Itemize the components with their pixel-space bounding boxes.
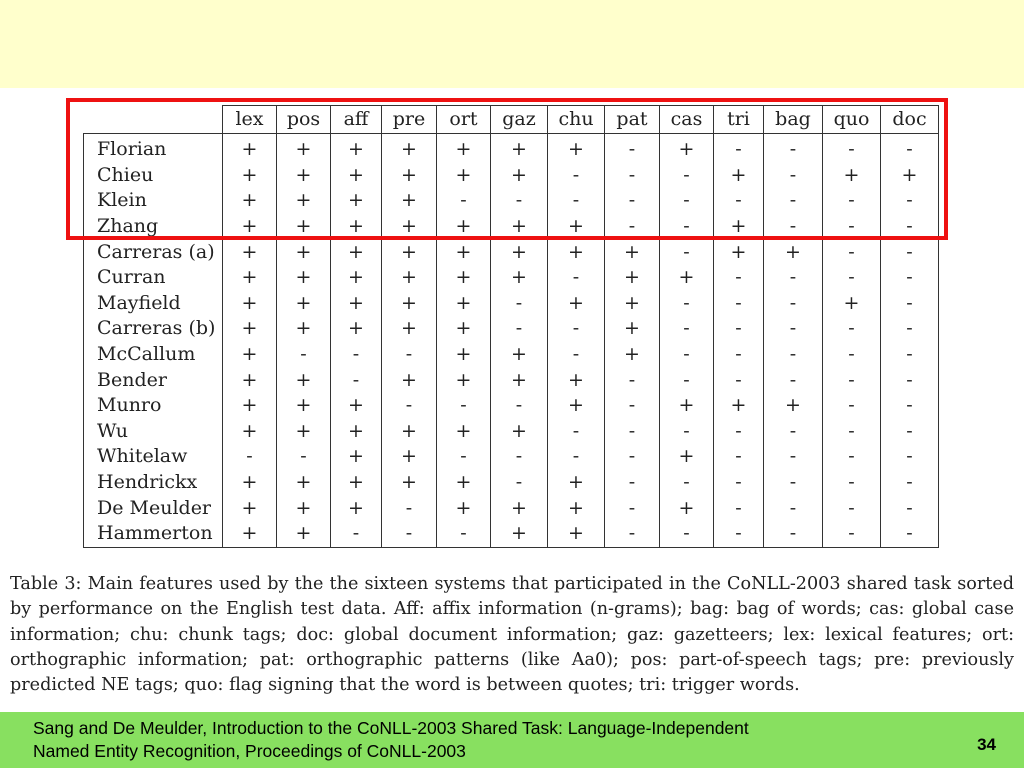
column-header: pre (382, 106, 437, 134)
system-name: Carreras (a) (84, 239, 223, 265)
feature-cell: + (491, 134, 548, 163)
table-row (84, 265, 939, 291)
column-header: ort (437, 106, 491, 134)
feature-cell: + (382, 291, 437, 317)
feature-cell: + (823, 163, 881, 189)
system-name: Curran (84, 265, 223, 291)
feature-cell: - (548, 265, 605, 291)
feature-cell: + (223, 316, 277, 342)
feature-cell: - (277, 444, 331, 470)
feature-cell: + (437, 342, 491, 368)
table-caption: Table 3: Main features used by the the sixteen systems that participated in the CoNLL-2003 shared task sorted by performance on the English test data. Aff: affix information (n-grams); bag: bag of words; cas: global case information; chu: chunk tags; doc: global document information; gaz: gazetteers; lex: lexical features; ort: orthographic information; pat: orthographic patterns (like Aa0); pos: part-of-speech tags; pre: previously predicted NE tags; quo: flag signing that the word is between quotes; tri: trigger words. (10, 574, 1014, 696)
feature-cell: - (714, 367, 764, 393)
feature-cell: - (764, 163, 823, 189)
feature-cell: + (382, 214, 437, 240)
table-row (84, 393, 939, 419)
feature-cell: + (223, 163, 277, 189)
feature-cell: - (881, 265, 939, 291)
feature-cell: + (223, 342, 277, 368)
feature-cell: + (660, 495, 714, 521)
feature-cell: - (823, 419, 881, 445)
feature-cell: + (382, 265, 437, 291)
feature-cell: - (548, 342, 605, 368)
feature-cell: - (881, 419, 939, 445)
table-row (84, 367, 939, 393)
feature-cell: + (277, 393, 331, 419)
feature-cell: + (331, 444, 382, 470)
feature-cell: - (764, 214, 823, 240)
feature-cell: - (881, 214, 939, 240)
feature-cell: - (382, 393, 437, 419)
feature-cell: - (881, 342, 939, 368)
feature-cell: - (881, 393, 939, 419)
column-header: quo (823, 106, 881, 134)
feature-cell: + (277, 134, 331, 163)
feature-cell: - (764, 188, 823, 214)
page-number: 34 (977, 735, 996, 754)
feature-cell: + (491, 367, 548, 393)
feature-cell: + (382, 367, 437, 393)
feature-cell: + (491, 214, 548, 240)
system-name: McCallum (84, 342, 223, 368)
feature-cell: + (548, 393, 605, 419)
feature-cell: + (331, 265, 382, 291)
feature-cell: - (605, 134, 660, 163)
feature-cell: - (491, 291, 548, 317)
feature-cell: - (823, 521, 881, 547)
column-header: doc (881, 106, 939, 134)
feature-cell: + (660, 444, 714, 470)
feature-cell: - (382, 521, 437, 547)
feature-cell: + (491, 239, 548, 265)
feature-cell: - (605, 444, 660, 470)
feature-cell: - (764, 265, 823, 291)
feature-cell: - (382, 495, 437, 521)
table-row (84, 214, 939, 240)
feature-cell: - (764, 316, 823, 342)
table-body (84, 134, 939, 548)
feature-cell: - (764, 342, 823, 368)
feature-cell: + (331, 495, 382, 521)
feature-cell: + (437, 163, 491, 189)
feature-cell: + (605, 239, 660, 265)
feature-cell: + (277, 265, 331, 291)
feature-cell: - (823, 214, 881, 240)
feature-cell: + (223, 291, 277, 317)
table-header-row (84, 106, 939, 134)
feature-cell: + (660, 393, 714, 419)
feature-cell: + (437, 367, 491, 393)
feature-cell: + (382, 316, 437, 342)
feature-cell: + (491, 265, 548, 291)
citation-line-2: Named Entity Recognition, Proceedings of CoNLL-2003 (33, 741, 466, 761)
table-row (84, 316, 939, 342)
feature-cell: - (823, 134, 881, 163)
column-header: pat (605, 106, 660, 134)
feature-cell: + (331, 419, 382, 445)
feature-cell: + (764, 393, 823, 419)
feature-cell: + (491, 342, 548, 368)
footer-band (0, 712, 1024, 768)
system-name: Chieu (84, 163, 223, 189)
feature-cell: - (491, 470, 548, 496)
feature-cell: - (881, 134, 939, 163)
feature-cell: - (881, 291, 939, 317)
system-name: Mayfield (84, 291, 223, 317)
feature-cell: + (437, 470, 491, 496)
feature-cell: - (660, 470, 714, 496)
feature-cell: - (605, 495, 660, 521)
system-name: Hammerton (84, 521, 223, 547)
feature-cell: - (764, 134, 823, 163)
feature-cell: + (223, 134, 277, 163)
feature-cell: - (605, 521, 660, 547)
column-header: tri (714, 106, 764, 134)
feature-cell: + (382, 419, 437, 445)
system-name: Wu (84, 419, 223, 445)
feature-cell: - (437, 188, 491, 214)
feature-cell: + (764, 239, 823, 265)
feature-cell: + (660, 265, 714, 291)
system-name: Carreras (b) (84, 316, 223, 342)
feature-cell: - (764, 291, 823, 317)
system-name: Bender (84, 367, 223, 393)
feature-cell: - (881, 495, 939, 521)
feature-cell: + (605, 342, 660, 368)
feature-cell: + (714, 214, 764, 240)
feature-cell: + (223, 521, 277, 547)
feature-cell: + (548, 495, 605, 521)
feature-cell: + (714, 393, 764, 419)
feature-cell: - (660, 163, 714, 189)
feature-cell: + (277, 214, 331, 240)
feature-cell: + (277, 291, 331, 317)
feature-cell: + (548, 470, 605, 496)
feature-cell: + (382, 134, 437, 163)
feature-cell: - (764, 470, 823, 496)
feature-cell: - (714, 316, 764, 342)
feature-cell: - (714, 188, 764, 214)
feature-cell: + (548, 291, 605, 317)
feature-cell: + (331, 291, 382, 317)
feature-cell: - (491, 393, 548, 419)
feature-cell: - (823, 393, 881, 419)
system-name: Zhang (84, 214, 223, 240)
feature-cell: + (277, 163, 331, 189)
feature-cell: - (823, 444, 881, 470)
feature-cell: - (548, 444, 605, 470)
column-header: chu (548, 106, 605, 134)
feature-cell: - (548, 163, 605, 189)
feature-cell: + (223, 419, 277, 445)
feature-cell: - (437, 444, 491, 470)
feature-cell: - (764, 367, 823, 393)
feature-cell: + (331, 470, 382, 496)
feature-cell: + (331, 239, 382, 265)
feature-cell: - (660, 214, 714, 240)
feature-cell: - (660, 291, 714, 317)
feature-cell: + (331, 393, 382, 419)
feature-cell: - (660, 239, 714, 265)
feature-cell: - (605, 188, 660, 214)
feature-cell: + (437, 419, 491, 445)
table-row (84, 163, 939, 189)
feature-cell: - (714, 495, 764, 521)
feature-cell: + (437, 316, 491, 342)
feature-cell: + (605, 265, 660, 291)
feature-cell: + (277, 188, 331, 214)
feature-cell: + (277, 470, 331, 496)
table-row (84, 342, 939, 368)
feature-cell: - (605, 163, 660, 189)
feature-cell: - (605, 214, 660, 240)
system-name: Hendrickx (84, 470, 223, 496)
feature-cell: - (764, 495, 823, 521)
table-row (84, 521, 939, 547)
feature-cell: + (714, 239, 764, 265)
feature-cell: + (331, 188, 382, 214)
system-name: De Meulder (84, 495, 223, 521)
feature-cell: + (277, 495, 331, 521)
table-row (84, 495, 939, 521)
feature-cell: - (823, 342, 881, 368)
feature-cell: + (881, 163, 939, 189)
feature-cell: + (382, 188, 437, 214)
system-name: Munro (84, 393, 223, 419)
feature-cell: - (660, 367, 714, 393)
feature-cell: - (823, 470, 881, 496)
table-row (84, 188, 939, 214)
table-row (84, 419, 939, 445)
feature-cell: - (881, 316, 939, 342)
feature-cell: - (491, 188, 548, 214)
feature-cell: - (548, 188, 605, 214)
feature-cell: + (548, 239, 605, 265)
feature-cell: - (714, 265, 764, 291)
feature-cell: - (437, 393, 491, 419)
system-name: Klein (84, 188, 223, 214)
feature-cell: - (823, 495, 881, 521)
table-row (84, 470, 939, 496)
feature-cell: + (714, 163, 764, 189)
feature-cell: + (382, 239, 437, 265)
feature-cell: + (277, 367, 331, 393)
feature-cell: - (331, 342, 382, 368)
feature-cell: - (823, 265, 881, 291)
feature-cell: + (823, 291, 881, 317)
table-row (84, 291, 939, 317)
feature-cell: - (714, 470, 764, 496)
feature-cell: + (382, 444, 437, 470)
feature-cell: + (437, 214, 491, 240)
feature-cell: + (277, 316, 331, 342)
feature-cell: - (437, 521, 491, 547)
feature-cell: + (437, 265, 491, 291)
feature-cell: + (331, 316, 382, 342)
table-row (84, 134, 939, 163)
feature-cell: + (331, 134, 382, 163)
feature-cell: + (277, 419, 331, 445)
feature-cell: - (823, 367, 881, 393)
table-row (84, 239, 939, 265)
feature-cell: - (605, 367, 660, 393)
feature-cell: + (331, 214, 382, 240)
system-name: Florian (84, 134, 223, 163)
feature-cell: + (548, 134, 605, 163)
feature-cell: + (548, 367, 605, 393)
feature-cell: + (382, 163, 437, 189)
citation (33, 717, 749, 763)
feature-cell: + (223, 495, 277, 521)
feature-cell: + (223, 265, 277, 291)
feature-cell: + (277, 521, 331, 547)
feature-cell: - (491, 316, 548, 342)
feature-cell: - (714, 342, 764, 368)
column-header: gaz (491, 106, 548, 134)
feature-cell: - (823, 239, 881, 265)
feature-table (83, 105, 939, 548)
feature-cell: + (548, 214, 605, 240)
feature-cell: - (277, 342, 331, 368)
feature-cell: + (660, 134, 714, 163)
feature-cell: - (223, 444, 277, 470)
feature-cell: - (548, 316, 605, 342)
feature-cell: + (437, 291, 491, 317)
feature-cell: - (881, 444, 939, 470)
feature-cell: - (714, 444, 764, 470)
feature-cell: + (223, 367, 277, 393)
feature-cell: - (660, 188, 714, 214)
feature-cell: + (548, 521, 605, 547)
column-header: bag (764, 106, 823, 134)
feature-cell: - (764, 444, 823, 470)
feature-cell: + (491, 495, 548, 521)
feature-cell: - (660, 316, 714, 342)
feature-cell: + (223, 470, 277, 496)
feature-cell: - (605, 470, 660, 496)
feature-cell: + (223, 239, 277, 265)
feature-cell: + (277, 239, 331, 265)
feature-cell: - (660, 342, 714, 368)
title-band (0, 0, 1024, 88)
feature-cell: + (382, 470, 437, 496)
feature-table-container (83, 105, 938, 548)
feature-cell: + (491, 419, 548, 445)
feature-cell: - (331, 367, 382, 393)
feature-cell: - (881, 188, 939, 214)
feature-cell: + (331, 163, 382, 189)
feature-cell: + (605, 316, 660, 342)
feature-cell: + (491, 163, 548, 189)
feature-cell: + (605, 291, 660, 317)
feature-cell: - (823, 188, 881, 214)
feature-cell: - (382, 342, 437, 368)
feature-cell: - (714, 134, 764, 163)
feature-cell: - (714, 291, 764, 317)
feature-cell: - (714, 521, 764, 547)
feature-cell: - (331, 521, 382, 547)
feature-cell: - (660, 419, 714, 445)
column-header: aff (331, 106, 382, 134)
column-header: cas (660, 106, 714, 134)
feature-cell: - (823, 316, 881, 342)
feature-cell: - (881, 239, 939, 265)
column-header: pos (277, 106, 331, 134)
system-name: Whitelaw (84, 444, 223, 470)
feature-cell: + (437, 495, 491, 521)
feature-cell: - (491, 444, 548, 470)
citation-line-1: Sang and De Meulder, Introduction to the CoNLL-2003 Shared Task: Language-Independent (33, 718, 749, 738)
feature-cell: - (548, 419, 605, 445)
column-header: lex (223, 106, 277, 134)
feature-cell: + (223, 214, 277, 240)
feature-cell: + (223, 188, 277, 214)
feature-cell: - (660, 521, 714, 547)
feature-cell: - (881, 470, 939, 496)
feature-cell: - (764, 419, 823, 445)
feature-cell: + (491, 521, 548, 547)
feature-cell: - (605, 419, 660, 445)
feature-cell: - (881, 521, 939, 547)
table-row (84, 444, 939, 470)
table-header-corner (84, 106, 223, 134)
feature-cell: - (764, 521, 823, 547)
feature-cell: - (714, 419, 764, 445)
feature-cell: + (223, 393, 277, 419)
feature-cell: - (605, 393, 660, 419)
feature-cell: + (437, 239, 491, 265)
feature-cell: + (437, 134, 491, 163)
feature-cell: - (881, 367, 939, 393)
